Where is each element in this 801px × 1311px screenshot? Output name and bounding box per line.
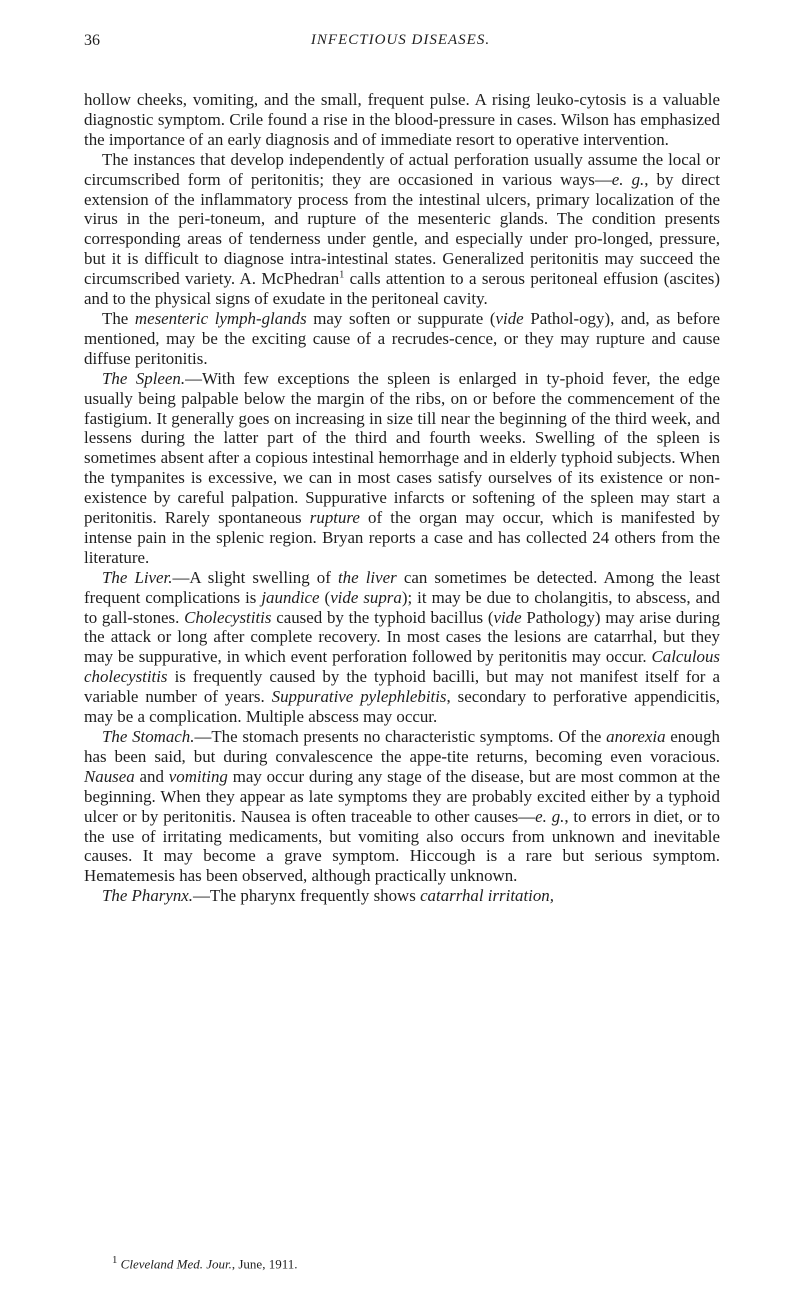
paragraph: The Spleen.—With few exceptions the spleen is enlarged in ty-phoid fever, the edge usually being palpable below the margin of the ribs, on or before the commencement of the fastigium. It generally goes on increasing in size till near the beginning of the third week, and lessens during the latter part of the third and fourth weeks. Swelling of the spleen is sometimes absent after a copious intestinal hemorrhage and in elderly typhoid subjects. When the tympanites is excessive, we can in most cases satisfy ourselves of its existence or non-existence by careful palpation. Suppurative infarcts or softening of the spleen may start a peritonitis. Rarely spontaneous rupture of the organ may occur, which is manifested by intense pain in the splenic region. Bryan reports a case and has collected 24 others from the literature. bbox=[84, 368, 720, 567]
footnote-reference[interactable]: 1 bbox=[339, 269, 345, 281]
section-heading: The Stomach. bbox=[102, 727, 195, 746]
running-head: INFECTIOUS DISEASES. bbox=[310, 32, 491, 48]
section-heading: The Pharynx. bbox=[102, 886, 194, 906]
paragraph: The Pharynx.—The pharynx frequently shows catarrhal irritation, bbox=[102, 886, 554, 906]
footnote-source: Cleveland Med. Jour. bbox=[120, 1256, 232, 1272]
page-header bbox=[84, 32, 717, 56]
paragraph: The Liver.—A slight swelling of the liver can sometimes be detected. Among the least frequent complications is jaundice (vide supra); it may be due to cholangitis, to abscess, and to gall-stones. Cholecystitis caused by the typhoid bacillus (vide Pathology) may arise during the attack or long after complete recovery. In most cases the lesions are catarrhal, but they may be suppurative, in which event perforation followed by peritonitis may occur. Calculous cholecystitis is frequently caused by the typhoid bacilli, but may not manifest itself for a variable number of years. Suppurative pylephlebitis, secondary to perforative appendicitis, may be a complication. Multiple abscess may occur. bbox=[84, 567, 721, 727]
body-text bbox=[84, 90, 720, 906]
paragraph: The instances that develop independently of actual perforation usually assume the local or circumscribed form of peritonitis; they are occasioned in various ways—e. g., by direct extension of the inflammatory process from the intestinal ulcers, primary localization of the virus in the peri-toneum, and rupture of the mesenteric glands. The condition presents corresponding areas of tenderness under gentle, and especially under pro-longed, pressure, but it is difficult to diagnose intra-intestinal states. Generalized peritonitis may succeed the circumscribed variety. A. McPhedran$^1$ calls attention to a serous peritoneal effusion (ascites) and to the physical signs of exudate in the peritoneal cavity. bbox=[84, 149, 720, 309]
section-heading: The Spleen. bbox=[102, 368, 186, 388]
footnote-mark: 1 bbox=[112, 1254, 118, 1266]
paragraph: The mesenteric lymph-glands may soften or suppurate (vide Pathol-ogy), and, as before mentioned, may be the exciting cause of a recrudes-cence, or they may rupture and cause diffuse peritonitis. bbox=[84, 308, 721, 368]
paragraph: The Stomach.—The stomach presents no characteristic symptoms. Of the anorexia enough has been said, but during convalescence the appe-tite returns, becoming even voracious. Nausea and vomiting may occur during any stage of the disease, but are most common at the beginning. When they appear as late symptoms they are probably excited either by a typhoid ulcer or by peritonitis. Nausea is often traceable to other causes—e. g., to errors in diet, or to the use of irritating medicaments, but vomiting also occurs from unknown and inevitable causes. It may become a grave symptom. Hiccough is a rare but serious symptom. Hematemesis has been observed, although practically unknown. bbox=[84, 727, 720, 886]
footnote bbox=[84, 1252, 720, 1272]
paragraph: hollow cheeks, vomiting, and the small, frequent pulse. A rising leuko-cytosis is a valuable diagnostic symptom. Crile found a rise in the blood-pressure in cases. Wilson has emphasized the importance of an early diagnosis and of immediate resort to operative intervention. bbox=[84, 90, 720, 149]
section-heading: The Liver. bbox=[102, 567, 173, 587]
page-number: 36 bbox=[84, 32, 100, 49]
footnote-date: , June, 1911. bbox=[231, 1256, 298, 1272]
